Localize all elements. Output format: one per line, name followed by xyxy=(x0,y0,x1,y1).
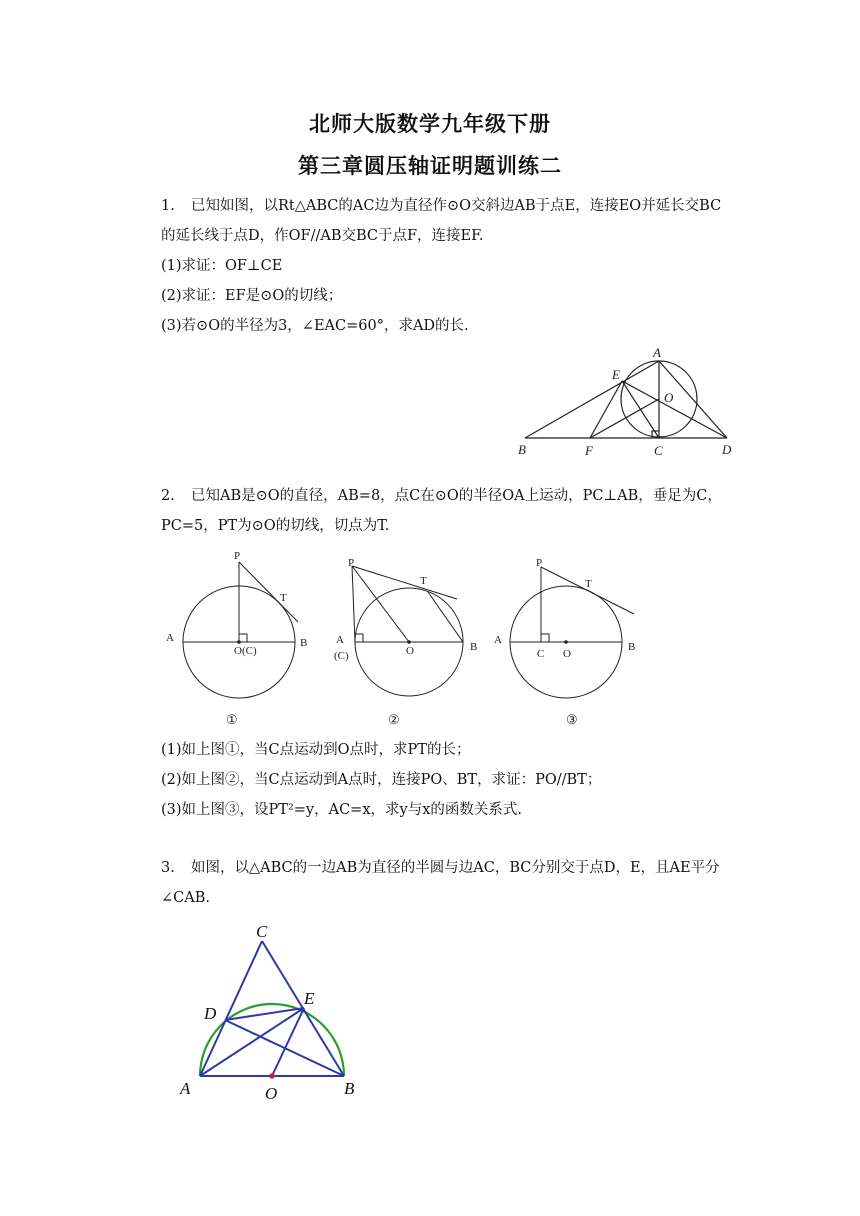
q2-fig1-label-b: B xyxy=(300,637,308,649)
q1-label-a: A xyxy=(653,345,661,360)
q2-part2: (2)如上图②，当C点运动到A点时，连接PO、BT，求证：PO//BT； xyxy=(161,772,602,788)
q2-fig1-label-t: T xyxy=(280,592,287,604)
q1-label-f: F xyxy=(585,443,593,458)
q3-point-o xyxy=(269,1073,275,1079)
q2-fig2-label-a: A xyxy=(336,634,344,646)
q2-line2: PC=5，PT为⊙O的切线，切点为T. xyxy=(161,518,390,534)
q2-number: 2. xyxy=(161,488,175,504)
page-subtitle: 第三章圆压轴证明题训练二 xyxy=(298,153,562,178)
q1-label-e: E xyxy=(612,367,620,382)
q1-label-c: C xyxy=(654,443,663,458)
q1-label-o: O xyxy=(664,390,674,405)
q3-line2: ∠CAB. xyxy=(161,890,210,906)
q2-text-1: 已知AB是⊙O的直径，AB=8，点C在⊙O的半径OA上运动，PC⊥AB，垂足为C， xyxy=(191,488,722,504)
q2-fig3-label-p: P xyxy=(536,557,543,569)
q1-number: 1. xyxy=(161,198,175,214)
q3-label-c: C xyxy=(256,922,268,941)
q2-fig1-label-oc: O(C) xyxy=(234,645,257,657)
q1-text-1: 已知如图，以Rt△ABC的AC边为直径作⊙O交斜边AB于点E，连接EO并延长交BC xyxy=(191,198,722,214)
q1-part2: (2)求证：EF是⊙O的切线； xyxy=(161,288,343,304)
q1-part3: (3)若⊙O的半径为3，∠EAC=60°，求AD的长. xyxy=(161,318,469,334)
q3-number: 3. xyxy=(161,860,175,876)
q2-part1: (1)如上图①，当C点运动到O点时，求PT的长； xyxy=(161,742,471,758)
q2-fig2-label-o: O xyxy=(406,645,414,657)
q2-fig3-label-c: C xyxy=(537,648,545,660)
q3-label-e: E xyxy=(304,989,315,1008)
q2-fig2-label-c: (C) xyxy=(334,650,349,662)
page-title: 北师大版数学九年级下册 xyxy=(309,111,551,136)
q2-fig2-label-b: B xyxy=(470,641,478,653)
q3-text-1: 如图，以△ABC的一边AB为直径的半圆与边AC，BC分别交于点D，E，且AE平分 xyxy=(191,860,720,876)
q2-fig1-caption: ① xyxy=(226,712,238,727)
q2-fig3-label-t: T xyxy=(585,578,592,590)
q2-fig3-label-b: B xyxy=(628,641,636,653)
q2-fig3-label-a: A xyxy=(494,634,502,646)
q1-part1: (1)求证：OF⊥CE xyxy=(161,258,283,274)
q2-part3: (3)如上图③，设PT²=y，AC=x，求y与x的函数关系式. xyxy=(161,802,522,818)
q3-label-b: B xyxy=(344,1079,355,1098)
q2-fig2-label-p: P xyxy=(348,557,355,569)
q2-fig3-caption: ③ xyxy=(566,712,578,727)
q2-fig2-label-t: T xyxy=(420,575,427,587)
q2-fig1-label-a: A xyxy=(166,632,174,644)
q1-line2: 的延长线于点D，作OF//AB交BC于点F，连接EF. xyxy=(161,228,484,244)
q2-fig2-caption: ② xyxy=(388,712,400,727)
q3-label-a: A xyxy=(180,1079,191,1098)
q1-label-d: D xyxy=(722,442,732,457)
q3-label-o: O xyxy=(265,1084,278,1103)
q3-label-d: D xyxy=(204,1004,217,1023)
q2-fig1-label-p: P xyxy=(234,550,241,562)
q1-label-b: B xyxy=(518,442,526,457)
q2-fig3-label-o: O xyxy=(563,648,571,660)
